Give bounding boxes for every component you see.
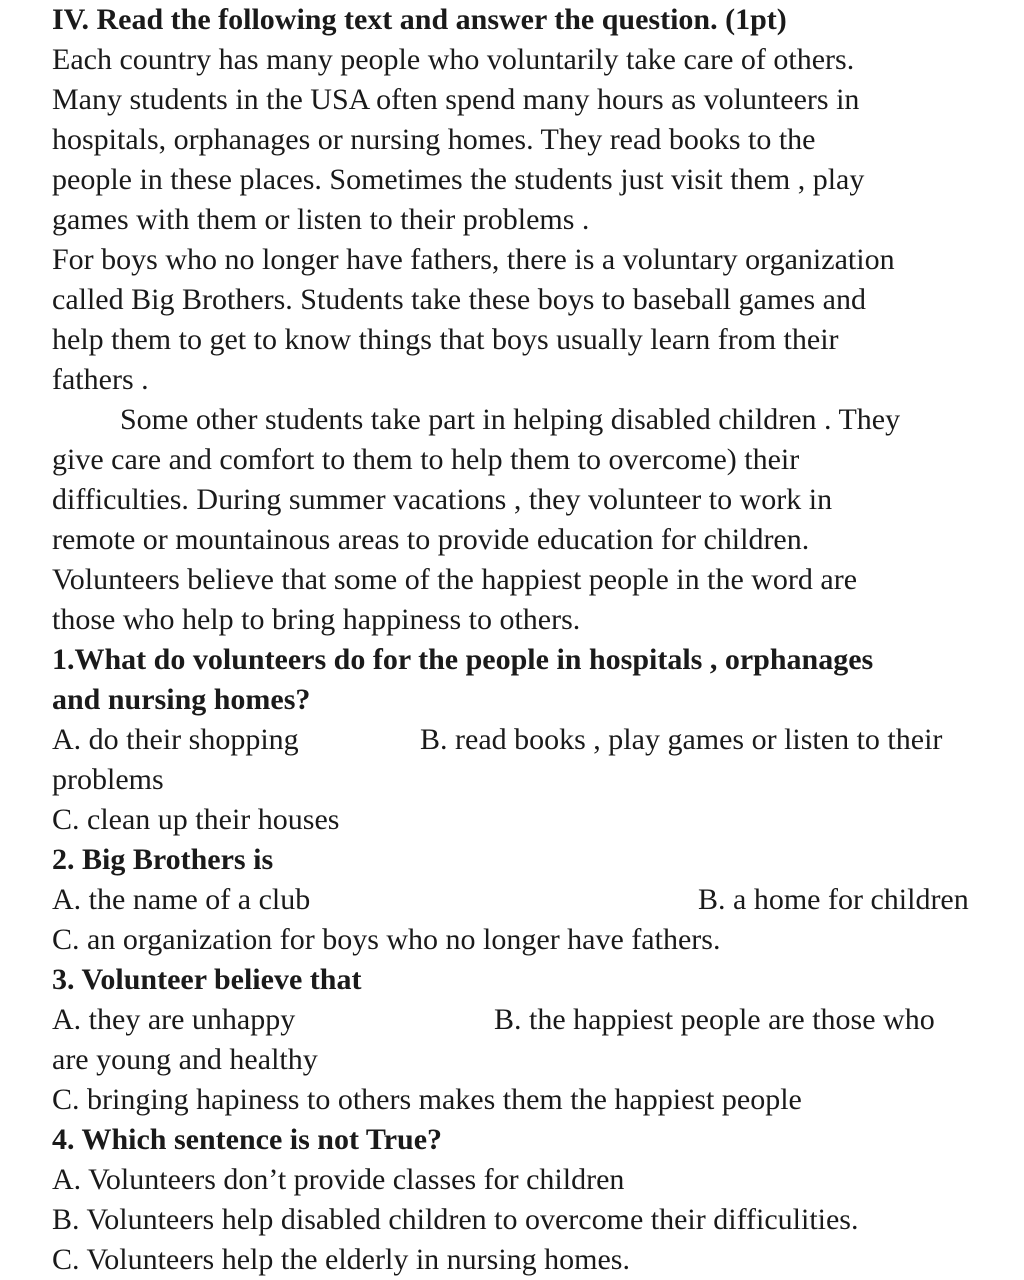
section-heading: IV. Read the following text and answer the question. (1pt) [52, 3, 787, 36]
passage-line: difficulties. During summer vacations , they volunteer to work in [52, 483, 833, 516]
passage-line: help them to get to know things that boys usually learn from their [52, 323, 839, 356]
option-c[interactable]: C. Volunteers help the elderly in nursing homes. [52, 1243, 630, 1276]
passage-line: Each country has many people who voluntarily take care of others. [52, 43, 855, 76]
option-c[interactable]: C. an organization for boys who no longer have fathers. [52, 923, 721, 956]
option-b[interactable]: B. read books , play games or listen to their [420, 723, 943, 756]
passage-line: those who help to bring happiness to others. [52, 603, 581, 636]
option-b[interactable]: B. a home for children [698, 883, 969, 916]
passage-line: hospitals, orphanages or nursing homes. They read books to the [52, 123, 816, 156]
option-a[interactable]: A. the name of a club [52, 883, 311, 916]
passage-line: Some other students take part in helping disabled children . They [120, 403, 901, 436]
option-b-continued: are young and healthy [52, 1043, 318, 1076]
option-c[interactable]: C. bringing hapiness to others makes them the happiest people [52, 1083, 802, 1116]
passage-line: Volunteers believe that some of the happiest people in the word are [52, 563, 858, 596]
option-a[interactable]: A. they are unhappy [52, 1003, 296, 1036]
option-a[interactable]: A. Volunteers don’t provide classes for children [52, 1163, 625, 1196]
passage-line: remote or mountainous areas to provide education for children. [52, 523, 810, 556]
passage-line: give care and comfort to them to help them to overcome) their [52, 443, 800, 476]
passage-line: games with them or listen to their problems . [52, 203, 590, 236]
passage-line: people in these places. Sometimes the students just visit them , play [52, 163, 865, 196]
option-b-continued: problems [52, 763, 164, 796]
question-prompt: and nursing homes? [52, 683, 311, 716]
passage-line: fathers . [52, 363, 149, 396]
question-prompt: 2. Big Brothers is [52, 843, 274, 876]
question-prompt: 1.What do volunteers do for the people in hospitals , orphanages [52, 643, 874, 676]
option-b[interactable]: B. Volunteers help disabled children to overcome their difficulities. [52, 1203, 859, 1236]
passage-line: For boys who no longer have fathers, there is a voluntary organization [52, 243, 895, 276]
passage-line: called Big Brothers. Students take these boys to baseball games and [52, 283, 866, 316]
passage-line: Many students in the USA often spend many hours as volunteers in [52, 83, 860, 116]
option-a[interactable]: A. do their shopping [52, 723, 299, 756]
option-c[interactable]: C. clean up their houses [52, 803, 340, 836]
question-prompt: 4. Which sentence is not True? [52, 1123, 443, 1156]
option-b[interactable]: B. the happiest people are those who [494, 1003, 935, 1036]
question-prompt: 3. Volunteer believe that [52, 963, 362, 996]
